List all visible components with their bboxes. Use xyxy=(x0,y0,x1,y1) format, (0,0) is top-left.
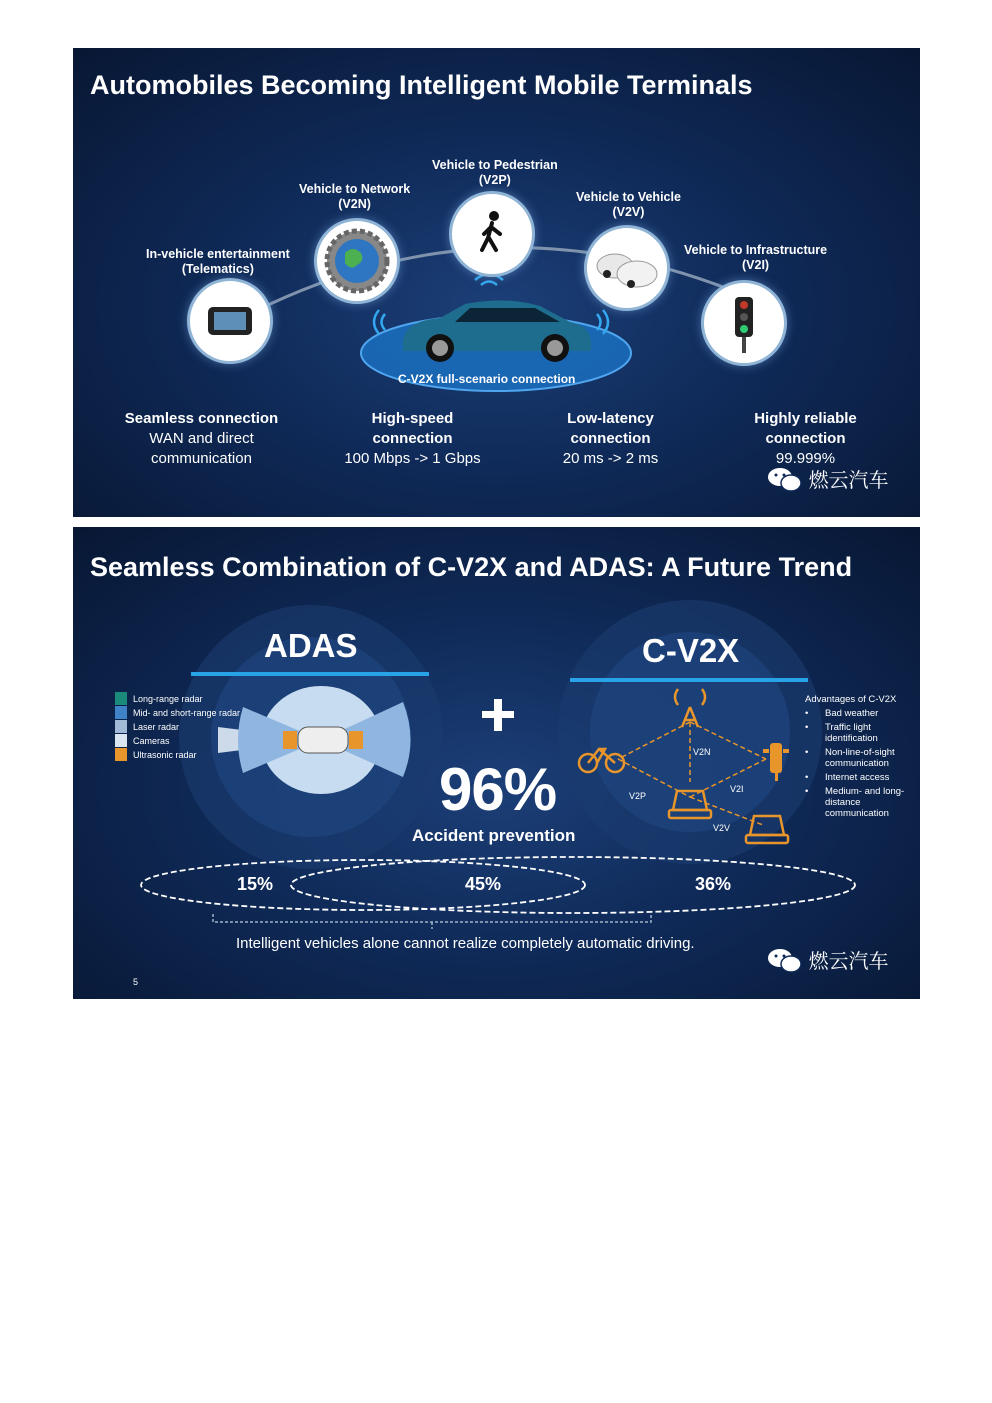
page-number: 5 xyxy=(133,977,139,987)
stat-low-latency-detail: 20 ms -> 2 ms xyxy=(562,450,659,467)
slide-cv2x-adas xyxy=(73,527,920,999)
v2i-tag: V2I xyxy=(730,784,744,794)
advantages-list xyxy=(805,708,920,822)
stat-high-speed-head: High-speed connection xyxy=(371,410,454,447)
advantage-text: Internet access xyxy=(825,772,890,783)
stat-reliable xyxy=(713,409,898,469)
advantage-text: Traffic light identification xyxy=(825,722,878,744)
advantage-item: • Traffic light identification xyxy=(805,722,878,744)
v2i-node xyxy=(701,280,787,366)
stat-seamless-detail: WAN and direct communication xyxy=(149,430,254,467)
accident-label: Accident prevention xyxy=(412,826,576,845)
brand-text-2: 燃云汽车 xyxy=(808,951,889,973)
advantages-title: Advantages of C-V2X xyxy=(805,694,897,705)
legend-label: Cameras xyxy=(133,736,170,746)
stat-high-speed xyxy=(320,409,505,469)
stat-high-speed-detail: 100 Mbps -> 1 Gbps xyxy=(344,450,481,467)
v2n-label xyxy=(299,182,410,212)
advantage-item: • Bad weather xyxy=(805,708,879,719)
v2i-label-text: Vehicle to Infrastructure (V2I) xyxy=(684,243,828,272)
v2n-node xyxy=(314,218,400,304)
legend-swatch xyxy=(115,734,127,747)
brand-text-1: 燃云汽车 xyxy=(808,470,889,492)
telematics-label xyxy=(146,247,290,277)
v2n-label-text: Vehicle to Network (V2N) xyxy=(299,182,411,211)
display-screen-icon xyxy=(190,281,270,361)
legend-label: Ultrasonic radar xyxy=(133,750,197,760)
stat-reliable-detail: 99.999% xyxy=(775,450,836,467)
v2v-tag: V2V xyxy=(713,823,731,833)
slide1-title: Automobiles Becoming Intelligent Mobile Terminals xyxy=(90,70,753,100)
legend-swatch xyxy=(115,706,127,719)
legend-swatch xyxy=(115,748,127,761)
globe-gear-icon xyxy=(317,221,397,301)
v2i-label xyxy=(684,243,827,273)
center-connection-label: C-V2X full-scenario connection xyxy=(398,372,576,386)
footnote: Intelligent vehicles alone cannot realize completely automatic driving. xyxy=(236,935,695,952)
legend-label: Mid- and short-range radar xyxy=(133,708,241,718)
traffic-light-icon xyxy=(704,283,784,363)
legend-swatch xyxy=(115,720,127,733)
car-icon xyxy=(395,296,595,366)
v2n-tag: V2N xyxy=(693,747,711,757)
v2p-label xyxy=(432,158,558,188)
venn-right-percent: 36% xyxy=(695,874,732,894)
legend-label: Laser radar xyxy=(133,722,180,732)
legend-label: Long-range radar xyxy=(133,694,203,704)
advantage-text: Bad weather xyxy=(825,708,879,719)
wechat-icon xyxy=(767,466,803,492)
v2p-label-text: Vehicle to Pedestrian (V2P) xyxy=(432,158,558,187)
v2p-tag: V2P xyxy=(629,791,647,801)
stat-reliable-head: Highly reliable connection xyxy=(754,410,857,447)
advantage-item: • Non-line-of-sight communication xyxy=(805,747,895,769)
two-cars-icon xyxy=(587,228,667,308)
advantage-text: Medium- and long- distance communication xyxy=(825,786,905,819)
telematics-label-text: In-vehicle entertainment (Telematics) xyxy=(146,247,290,276)
venn-middle-percent: 45% xyxy=(465,874,502,894)
advantage-text: Non-line-of-sight communication xyxy=(825,747,895,769)
stat-low-latency xyxy=(518,409,703,469)
wechat-icon xyxy=(767,947,803,973)
v2v-label xyxy=(576,190,681,220)
v2v-node xyxy=(584,225,670,311)
stat-seamless xyxy=(108,409,295,469)
v2v-label-text: Vehicle to Vehicle (V2V) xyxy=(576,190,681,219)
stat-low-latency-head: Low-latency connection xyxy=(567,410,654,447)
cv2x-heading: C-V2X xyxy=(642,632,740,669)
pedestrian-icon xyxy=(452,194,532,274)
slide2-title: Seamless Combination of C-V2X and ADAS: A Future Trend xyxy=(90,552,853,582)
advantage-item: • Internet access xyxy=(805,772,890,783)
brand-watermark-1 xyxy=(767,464,889,493)
advantage-item: • Medium- and long- distance communication xyxy=(805,786,905,819)
adas-heading: ADAS xyxy=(264,627,358,664)
venn-left-percent: 15% xyxy=(237,874,274,894)
stat-seamless-head: Seamless connection xyxy=(124,410,279,427)
big-percent: 96% xyxy=(439,756,557,823)
v2p-node xyxy=(449,191,535,277)
telematics-node xyxy=(187,278,273,364)
slide-intelligent-terminals xyxy=(73,48,920,517)
brand-watermark-2 xyxy=(767,945,889,974)
legend-swatch xyxy=(115,692,127,705)
